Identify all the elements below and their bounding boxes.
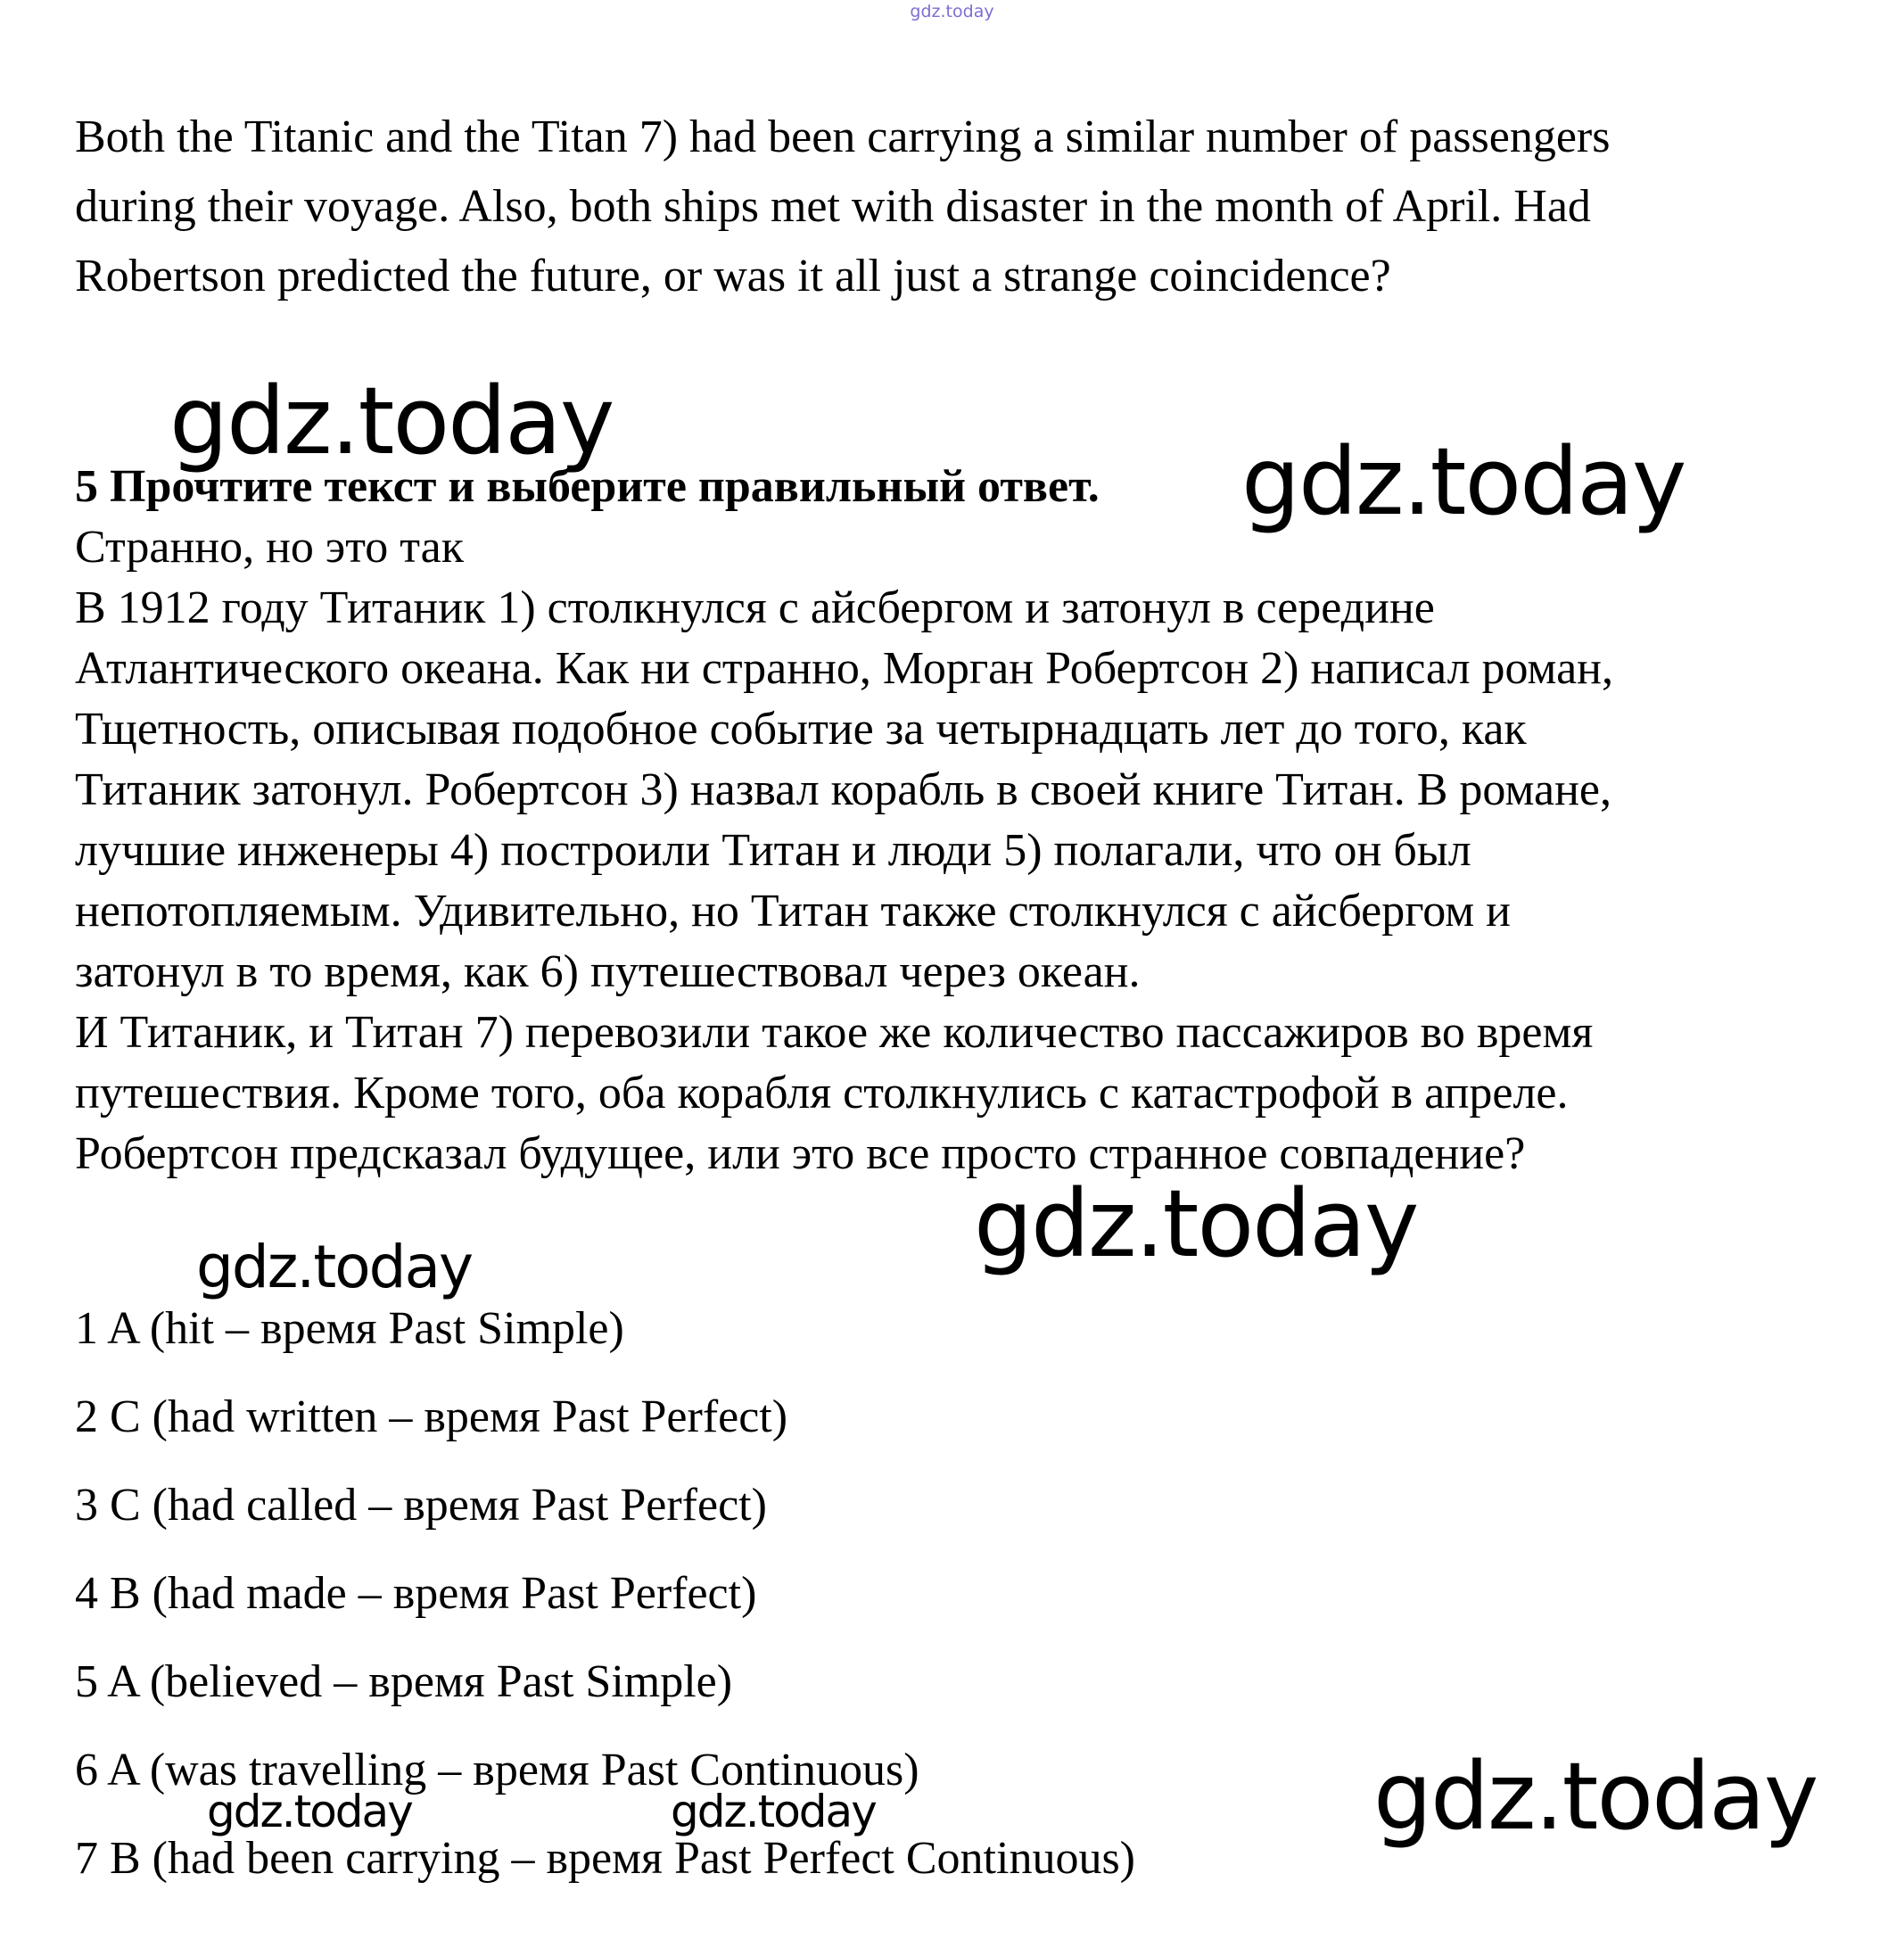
exercise-line: В 1912 году Титаник 1) столкнулся с айсбергом и затонул в середине — [75, 582, 1435, 633]
exercise-line: путешествия. Кроме того, оба корабля столкнулись с катастрофой в апреле. — [75, 1068, 1569, 1118]
watermark: gdz.today — [671, 1786, 876, 1837]
watermark: gdz.today — [1241, 427, 1686, 536]
watermark: gdz.today — [207, 1786, 412, 1837]
exercise-text — [75, 578, 1859, 1184]
watermark: gdz.today — [169, 367, 614, 475]
exercise-line: Атлантического океана. Как ни странно, Морган Робертсон 2) написал роман, — [75, 643, 1614, 694]
english-line: Both the Titanic and the Titan 7) had been carrying a similar number of passengers — [75, 111, 1611, 162]
exercise-line: непотопляемым. Удивительно, но Титан также столкнулся с айсбергом и — [75, 886, 1511, 937]
exercise-line: Тщетность, описывая подобное событие за четырнадцать лет до того, как — [75, 704, 1527, 755]
exercise-heading: 5 Прочтите текст и выберите правильный ответ. — [75, 461, 1100, 512]
exercise-line: И Титаник, и Титан 7) перевозили такое же количество пассажиров во время — [75, 1007, 1594, 1058]
watermark: gdz.today — [1373, 1742, 1817, 1851]
watermark: gdz.today — [196, 1233, 473, 1301]
answer-item: 5 A (believed – время Past Simple) — [75, 1656, 733, 1707]
answer-item: 1 A (hit – время Past Simple) — [75, 1303, 624, 1354]
top-watermark: gdz.today — [910, 2, 994, 21]
english-line: during their voyage. Also, both ships met with disaster in the month of April. Had — [75, 181, 1591, 232]
exercise-line: лучшие инженеры 4) построили Титан и люди 5) полагали, что он был — [75, 825, 1471, 876]
exercise-title: Странно, но это так — [75, 522, 464, 573]
watermark: gdz.today — [974, 1169, 1418, 1278]
exercise-line: Робертсон предсказал будущее, или это все просто странное совпадение? — [75, 1128, 1526, 1179]
answer-item: 6 A (was travelling – время Past Continuous) — [75, 1745, 919, 1795]
answer-item: 7 B (had been carrying – время Past Perfect Continuous) — [75, 1833, 1135, 1884]
answer-item: 4 B (had made – время Past Perfect) — [75, 1568, 757, 1619]
exercise-line: Титаник затонул. Робертсон 3) назвал корабль в своей книге Титан. В романе, — [75, 764, 1611, 815]
english-paragraph — [75, 103, 1859, 311]
answer-item: 3 C (had called – время Past Perfect) — [75, 1480, 767, 1531]
answer-item: 2 C (had written – время Past Perfect) — [75, 1391, 788, 1442]
english-line: Robertson predicted the future, or was it all just a strange coincidence? — [75, 251, 1391, 301]
exercise-line: затонул в то время, как 6) путешествовал через океан. — [75, 946, 1141, 997]
